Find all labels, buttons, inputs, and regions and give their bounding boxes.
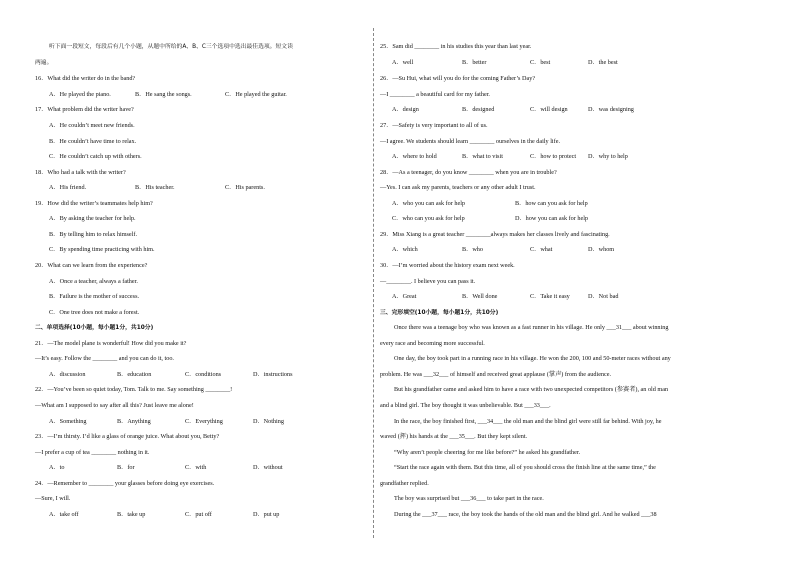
option-25a[interactable]: A．well — [392, 59, 414, 66]
passage-line: The boy was surprised but ___36___ to take part in the race. — [394, 495, 544, 502]
passage-line: But his grandfather came and asked him to have a race with two unexpected competitors (参赛者), an old man — [394, 386, 669, 393]
question-30-line2: —________. I believe you can pass it. — [380, 278, 476, 285]
option-26d[interactable]: D．was designing — [588, 106, 634, 113]
passage-line: During the ___37___ race, the boy took the hands of the old man and the blind girl. And he walked ___38 — [394, 511, 657, 518]
question-23-line2: —I prefer a cup of tea ________ nothing in it. — [35, 449, 150, 456]
question-24-line2: —Sure, I will. — [35, 495, 71, 502]
question-22-line1: 22．—You’ve been so quiet today, Tom. Talk to me. Say something ________! — [35, 386, 233, 393]
option-28a[interactable]: A．who you can ask for help — [392, 200, 466, 207]
option-21a[interactable]: A．discussion — [49, 371, 86, 378]
question-26-line2: —I ________ a beautiful card for my father. — [380, 91, 490, 98]
question-21-line2: —It’s easy. Follow the ________ and you can do it, too. — [35, 355, 174, 362]
option-27b[interactable]: B．what to visit — [462, 153, 503, 160]
question-30-line1: 30．—I’m worried about the history exam next week. — [380, 262, 515, 269]
option-18b[interactable]: B．His teacher. — [135, 184, 175, 191]
question-28-line2: —Yes. I can ask my parents, teachers or any other adult I trust. — [380, 184, 536, 191]
intro-text-line2: 两遍。 — [35, 60, 53, 66]
question-20: 20．What can we learn from the experience? — [35, 262, 148, 269]
option-25b[interactable]: B．better — [462, 59, 487, 66]
option-24b[interactable]: B．take up — [117, 511, 146, 518]
option-18c[interactable]: C．His parents. — [225, 184, 265, 191]
option-24c[interactable]: C．put off — [185, 511, 212, 518]
option-21d[interactable]: D．instructions — [253, 371, 293, 378]
option-23d[interactable]: D．without — [253, 464, 283, 471]
passage-line: grandfather replied. — [380, 480, 429, 487]
question-21-line1: 21．—The model plane is wonderful! How did you make it? — [35, 340, 187, 347]
passage-line: “Why aren’t people cheering for me like before?” he asked his grandfather. — [394, 449, 581, 456]
option-19c[interactable]: C．By spending time practicing with him. — [49, 246, 155, 253]
passage-line: waved (挥) his hands at the ___35___. But they kept silent. — [380, 433, 528, 440]
option-21b[interactable]: B．education — [117, 371, 152, 378]
question-25: 25．Sam did ________ in his studies this year than last year. — [380, 43, 532, 50]
option-19a[interactable]: A．By asking the teacher for help. — [49, 215, 136, 222]
option-22b[interactable]: B．Anything — [117, 418, 151, 425]
passage-line: “Start the race again with them. But this time, all of you should cross the finish line at the same time,” the — [394, 464, 656, 471]
option-29c[interactable]: C．what — [530, 246, 553, 253]
passage-line: Once there was a teenage boy who was known as a fast runner in his village. He only ___31___ about winning — [394, 324, 669, 331]
option-30d[interactable]: D．Not bad — [588, 293, 619, 300]
option-29a[interactable]: A．which — [392, 246, 418, 253]
option-27d[interactable]: D．why to help — [588, 153, 628, 160]
option-17b[interactable]: B．He couldn’t have time to relax. — [49, 138, 137, 145]
passage-line: every race and becoming more successful. — [380, 340, 485, 347]
option-28d[interactable]: D．how you can ask for help — [515, 215, 589, 222]
passage-line: In the race, the boy finished first, ___34___ the old man and the blind girl were still far behind. With joy, he — [394, 418, 662, 425]
section-3-title: 三、完形填空(10小题，每小题1分，共10分) — [380, 310, 499, 316]
option-20c[interactable]: C．One tree does not make a forest. — [49, 309, 140, 316]
option-18a[interactable]: A．His friend. — [49, 184, 87, 191]
option-28b[interactable]: B．how can you ask for help — [515, 200, 588, 207]
option-25c[interactable]: C．best — [530, 59, 551, 66]
option-28c[interactable]: C．who can you ask for help — [392, 215, 465, 222]
option-27c[interactable]: C．how to protect — [530, 153, 577, 160]
option-26a[interactable]: A．design — [392, 106, 419, 113]
option-20b[interactable]: B．Failure is the mother of success. — [49, 293, 140, 300]
option-16c[interactable]: C．He played the guitar. — [225, 91, 287, 98]
option-30c[interactable]: C．Take it easy — [530, 293, 570, 300]
option-16b[interactable]: B．He sang the songs. — [135, 91, 192, 98]
option-25d[interactable]: D．the best — [588, 59, 618, 66]
option-19b[interactable]: B．By telling him to relax himself. — [49, 231, 137, 238]
question-18: 18．Who had a talk with the writer? — [35, 169, 126, 176]
question-22-line2: —What am I supposed to say after all this? Just leave me alone! — [35, 402, 194, 409]
option-30b[interactable]: B．Well done — [462, 293, 498, 300]
option-17a[interactable]: A．He couldn’t meet new friends. — [49, 122, 135, 129]
question-27-line2: —I agree. We students should learn ________ ourselves in the daily life. — [380, 138, 560, 145]
question-16: 16．What did the writer do in the band? — [35, 75, 136, 82]
option-29b[interactable]: B．who — [462, 246, 483, 253]
option-22d[interactable]: D．Nothing — [253, 418, 284, 425]
question-19: 19．How did the writer’s teammates help him? — [35, 200, 153, 207]
passage-line: problem. He was ___32___ of himself and received great applause (掌声) from the audience. — [380, 371, 612, 378]
question-23-line1: 23．—I’m thirsty. I’d like a glass of orange juice. What about you, Betty? — [35, 433, 220, 440]
option-16a[interactable]: A．He played the piano. — [49, 91, 111, 98]
option-27a[interactable]: A．where to hold — [392, 153, 437, 160]
option-26b[interactable]: B．designed — [462, 106, 495, 113]
column-divider — [373, 28, 374, 538]
option-17c[interactable]: C．He couldn’t catch up with others. — [49, 153, 142, 160]
option-29d[interactable]: D．whom — [588, 246, 615, 253]
option-21c[interactable]: C．conditions — [185, 371, 222, 378]
question-24-line1: 24．—Remember to ________ your glasses before doing eye exercises. — [35, 480, 215, 487]
option-20a[interactable]: A．Once a teacher, always a father. — [49, 278, 138, 285]
option-23c[interactable]: C．with — [185, 464, 207, 471]
question-29: 29．Miss Xiang is a great teacher ________always makes her classes lively and fascinating. — [380, 231, 610, 238]
intro-text-line1: 听下面一段短文，每段后有几个小题，从题中所给的A、B、C三个选项中选出最佳选项。短文读 — [49, 44, 293, 50]
question-17: 17．What problem did the writer have? — [35, 106, 134, 113]
question-27-line1: 27．—Safety is very important to all of us. — [380, 122, 488, 129]
option-23a[interactable]: A．to — [49, 464, 65, 471]
question-26-line1: 26．—Su Hui, what will you do for the coming Father’s Day? — [380, 75, 536, 82]
option-24a[interactable]: A．take off — [49, 511, 79, 518]
option-22a[interactable]: A．Something — [49, 418, 87, 425]
option-23b[interactable]: B．for — [117, 464, 135, 471]
option-24d[interactable]: D．put up — [253, 511, 280, 518]
question-28-line1: 28．—As a teenager, do you know ________ when you are in trouble? — [380, 169, 557, 176]
section-2-title: 二、单项选择(10小题，每小题1分，共10分) — [35, 325, 154, 331]
option-30a[interactable]: A．Great — [392, 293, 417, 300]
option-26c[interactable]: C．will design — [530, 106, 568, 113]
passage-line: One day, the boy took part in a running race in his village. He won the 200, 100 and 50-meter races without any — [394, 355, 671, 362]
passage-line: and a blind girl. The boy thought it was unbelievable. But ___33___. — [380, 402, 551, 409]
option-22c[interactable]: C．Everything — [185, 418, 223, 425]
